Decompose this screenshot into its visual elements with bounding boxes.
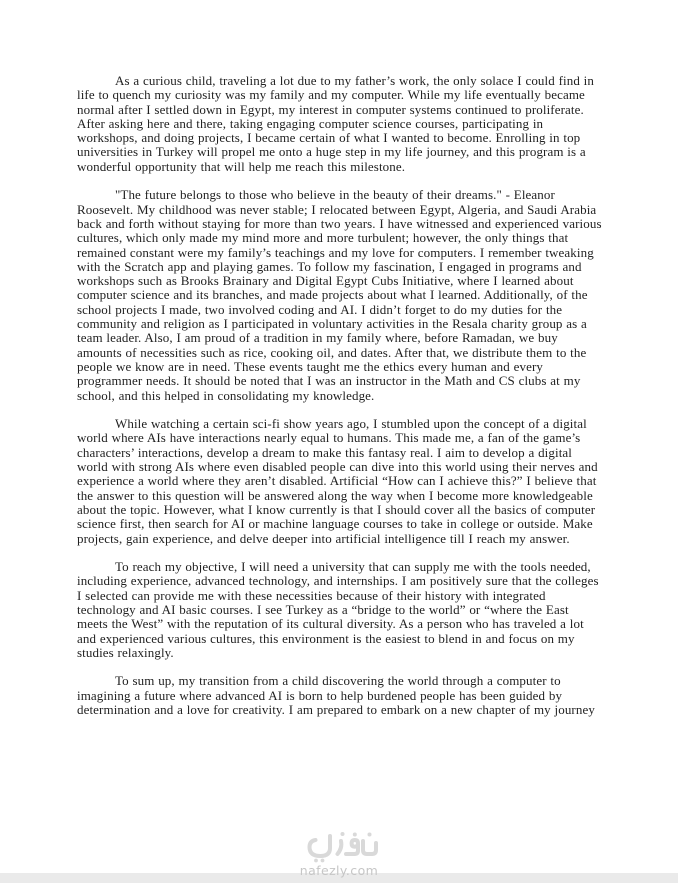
essay-paragraph-4: To reach my objective, I will need a university that can supply me with the tools needed, including experience, advanced technology, and internships. I am positively sure that the colleges I selected can provide me with these necessities because of their history with integrated technology and AI basic courses. I see Turkey as a “bridge to the world” or “where the East meets the West” with the reputation of its cultural diversity. As a person who has traveled a lot and experienced various cultures, this environment is the easiest to blend in and focus on my studies relaxingly. [77, 559, 599, 660]
essay-paragraph-5: To sum up, my transition from a child discovering the world through a computer to imagining a future where advanced AI is born to help burdened people has been guided by determination and a love for creativity. I am prepared to embark on a new chapter of my journey [77, 673, 595, 718]
essay-paragraph-3: While watching a certain sci-fi show years ago, I stumbled upon the concept of a digital world where AIs have interactions nearly equal to humans. This made me, a fan of the game’s characters’ interactions, develop a dream to make this fantasy real. I aim to develop a digital world with strong AIs where even disabled people can dive into this world using their nerves and experience a world where they aren’t disabled. Artificial “How can I achieve this?” I believe that the answer to this question will be answered along the way when I become more knowledgeable about the topic. However, what I know currently is that I should cover all the basics of computer science first, then search for AI or machine language courses to take in college or outside. Make projects, gain experience, and delve deeper into artificial intelligence till I reach my answer. [77, 416, 598, 546]
essay-paragraph-2: "The future belongs to those who believe in the beauty of their dreams." - Eleanor Roosevelt. My childhood was never stable; I relocated between Egypt, Algeria, and Saudi Arabia back and forth without staying for more than two years. I have witnessed and experienced various cultures, which only made my mind more and more turbulent; however, the only things that remained constant were my family’s teachings and my love for computers. I remember tweaking with the Scratch app and playing games. To follow my fascination, I engaged in programs and workshops such as Brooks Brainary and Digital Egypt Cubs Initiative, where I learned about computer science and its branches, and made projects about what I learned. Additionally, of the school projects I made, two involved coding and AI. I didn’t forget to do my duties for the community and religion as I participated in voluntary activities in the Resala charity group as a team leader. Also, I am proud of a tradition in my family where, before Ramadan, we buy amounts of necessities such as rice, cooking oil, and dates. After that, we distribute them to the people we know are in need. These events taught me the ethics every human and every programmer needs. It should be noted that I was an instructor in the Math and CS clubs at my school, and this helped in consolidating my knowledge. [77, 187, 602, 403]
nafezly-logo-icon [299, 831, 379, 863]
essay-paragraph-1: As a curious child, traveling a lot due to my father’s work, the only solace I could find in life to quench my curiosity was my family and my computer. While my life eventually became normal after I settled down in Egypt, my interest in computer systems continued to proliferate. After asking here and there, taking engaging computer science courses, participating in workshops, and doing projects, I became certain of what I wanted to become. Enrolling in top universities in Turkey will propel me onto a huge step in my life journey, and this program is a wonderful opportunity that will help me reach this milestone. [77, 73, 594, 174]
essay-body [77, 74, 603, 732]
watermark-site-url: nafezly.com [299, 863, 379, 878]
watermark [289, 831, 389, 878]
